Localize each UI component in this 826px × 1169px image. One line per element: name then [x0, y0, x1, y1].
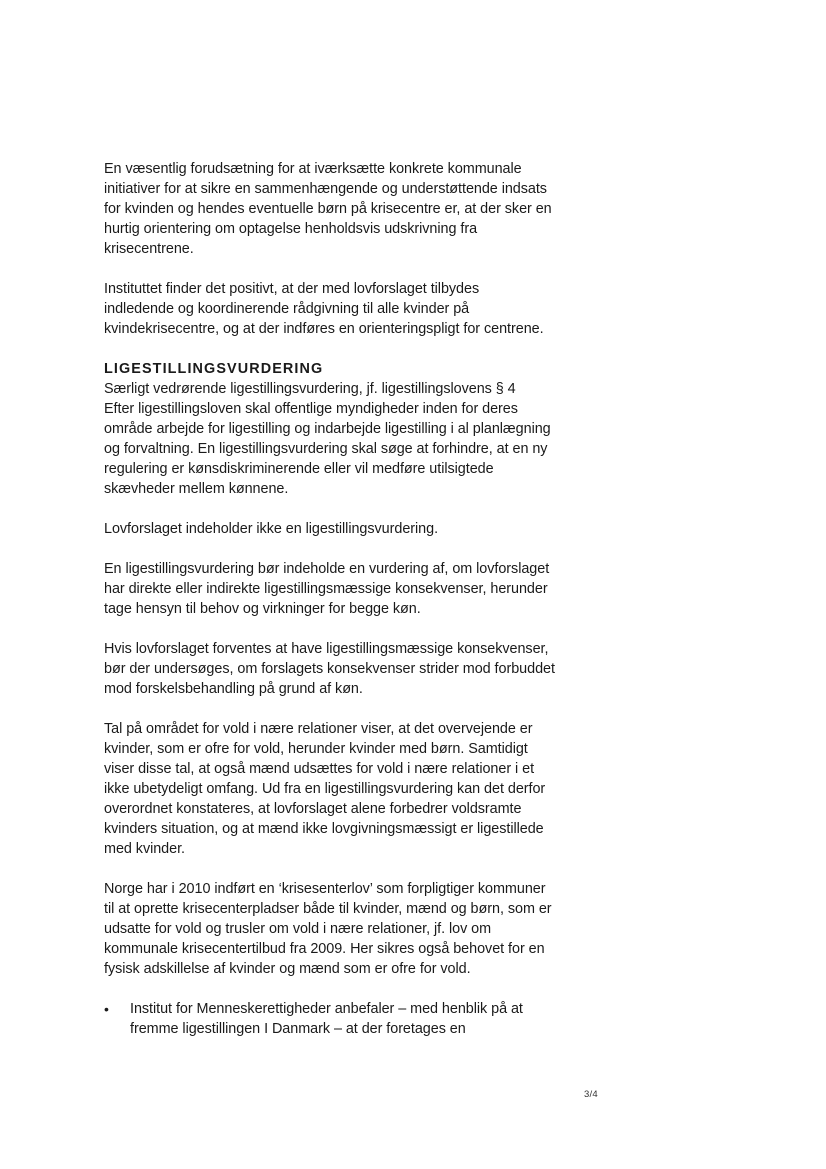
document-body	[104, 159, 594, 1039]
paragraph-ingen-vurdering	[104, 519, 594, 539]
text-line: En væsentlig forudsætning for at iværksætte konkrete kommunale	[104, 161, 522, 177]
text-line: hurtig orientering om optagelse henholdsvis udskrivning fra	[104, 221, 478, 237]
text-line: fysisk adskillelse af kvinder og mænd som er ofre for vold.	[104, 961, 471, 977]
text-line: kommunale krisecentertilbud fra 2009. Her sikres også behovet for en	[104, 941, 545, 957]
paragraph-norge-krisesenterlov	[104, 879, 594, 979]
text-line: kvinders situation, og at mænd ikke lovgivningsmæssigt er ligestillede	[104, 821, 544, 837]
paragraph-vurdering-indhold	[104, 559, 594, 619]
text-line: krisecentrene.	[104, 241, 194, 257]
paragraph-krisecentre-orientering	[104, 159, 594, 259]
text-line: Institut for Menneskerettigheder anbefaler – med henblik på at	[130, 1001, 523, 1017]
paragraph-vold-statistik	[104, 719, 594, 859]
text-line: Efter ligestillingsloven skal offentlige myndigheder inden for deres	[104, 401, 518, 417]
text-line: Særligt vedrørende ligestillingsvurdering, jf. ligestillingslovens § 4	[104, 381, 516, 397]
text-line: til at oprette krisecenterpladser både til kvinder, mænd og børn, som er	[104, 901, 552, 917]
text-line: Instituttet finder det positivt, at der med lovforslaget tilbydes	[104, 281, 480, 297]
text-line: Norge har i 2010 indført en ‘krisesenterlov’ som forpligtiger kommuner	[104, 881, 546, 897]
paragraph-ligestillingsloven	[104, 379, 594, 499]
text-line: En ligestillingsvurdering bør indeholde en vurdering af, om lovforslaget	[104, 561, 550, 577]
text-line: kvindekrisecentre, og at der indføres en orienteringspligt for centrene.	[104, 321, 544, 337]
text-line: har direkte eller indirekte ligestillingsmæssige konsekvenser, herunder	[104, 581, 548, 597]
text-line: udsatte for vold og trusler om vold i nære relationer, jf. lov om	[104, 921, 492, 937]
text-line: område arbejde for ligestilling og indarbejde ligestilling i al planlægning	[104, 421, 551, 437]
text-line: viser disse tal, at også mænd udsættes for vold i nære relationer i et	[104, 761, 535, 777]
bullet-anbefaling	[104, 999, 594, 1039]
section-heading: LIGESTILLINGSVURDERING	[104, 361, 324, 377]
paragraph-instituttet-positivt	[104, 279, 594, 339]
text-line: ikke ubetydeligt omfang. Ud fra en ligestillingsvurdering kan det derfor	[104, 781, 546, 797]
text-line: overordnet konstateres, at lovforslaget alene forbedrer voldsramte	[104, 801, 522, 817]
text-line: indledende og koordinerende rådgivning til alle kvinder på	[104, 301, 470, 317]
text-line: og forvaltning. En ligestillingsvurdering skal søge at forhindre, at en ny	[104, 441, 548, 457]
text-line: bør der undersøges, om forslagets konsekvenser strider mod forbuddet	[104, 661, 555, 677]
paragraph-konsekvenser	[104, 639, 594, 699]
text-line: mod forskelsbehandling på grund af køn.	[104, 681, 363, 697]
text-line: med kvinder.	[104, 841, 185, 857]
text-line: for kvinden og hendes eventuelle børn på krisecentre er, at der sker en	[104, 201, 552, 217]
text-line: initiativer for at sikre en sammenhængende og understøttende indsats	[104, 181, 547, 197]
text-line: fremme ligestillingen I Danmark – at der foretages en	[130, 1021, 466, 1037]
bullet-icon: •	[104, 1001, 109, 1017]
text-line: tage hensyn til behov og virkninger for begge køn.	[104, 601, 421, 617]
text-line: Hvis lovforslaget forventes at have ligestillingsmæssige konsekvenser,	[104, 641, 549, 657]
page-number: 3/4	[584, 1089, 598, 1100]
text-line: Tal på området for vold i nære relationer viser, at det overvejende er	[104, 721, 533, 737]
text-line: kvinder, som er ofre for vold, herunder kvinder med børn. Samtidigt	[104, 741, 528, 757]
text-line: skævheder mellem kønnene.	[104, 481, 289, 497]
text-line: regulering er kønsdiskriminerende eller vil medføre utilsigtede	[104, 461, 494, 477]
text-line: Lovforslaget indeholder ikke en ligestillingsvurdering.	[104, 521, 439, 537]
